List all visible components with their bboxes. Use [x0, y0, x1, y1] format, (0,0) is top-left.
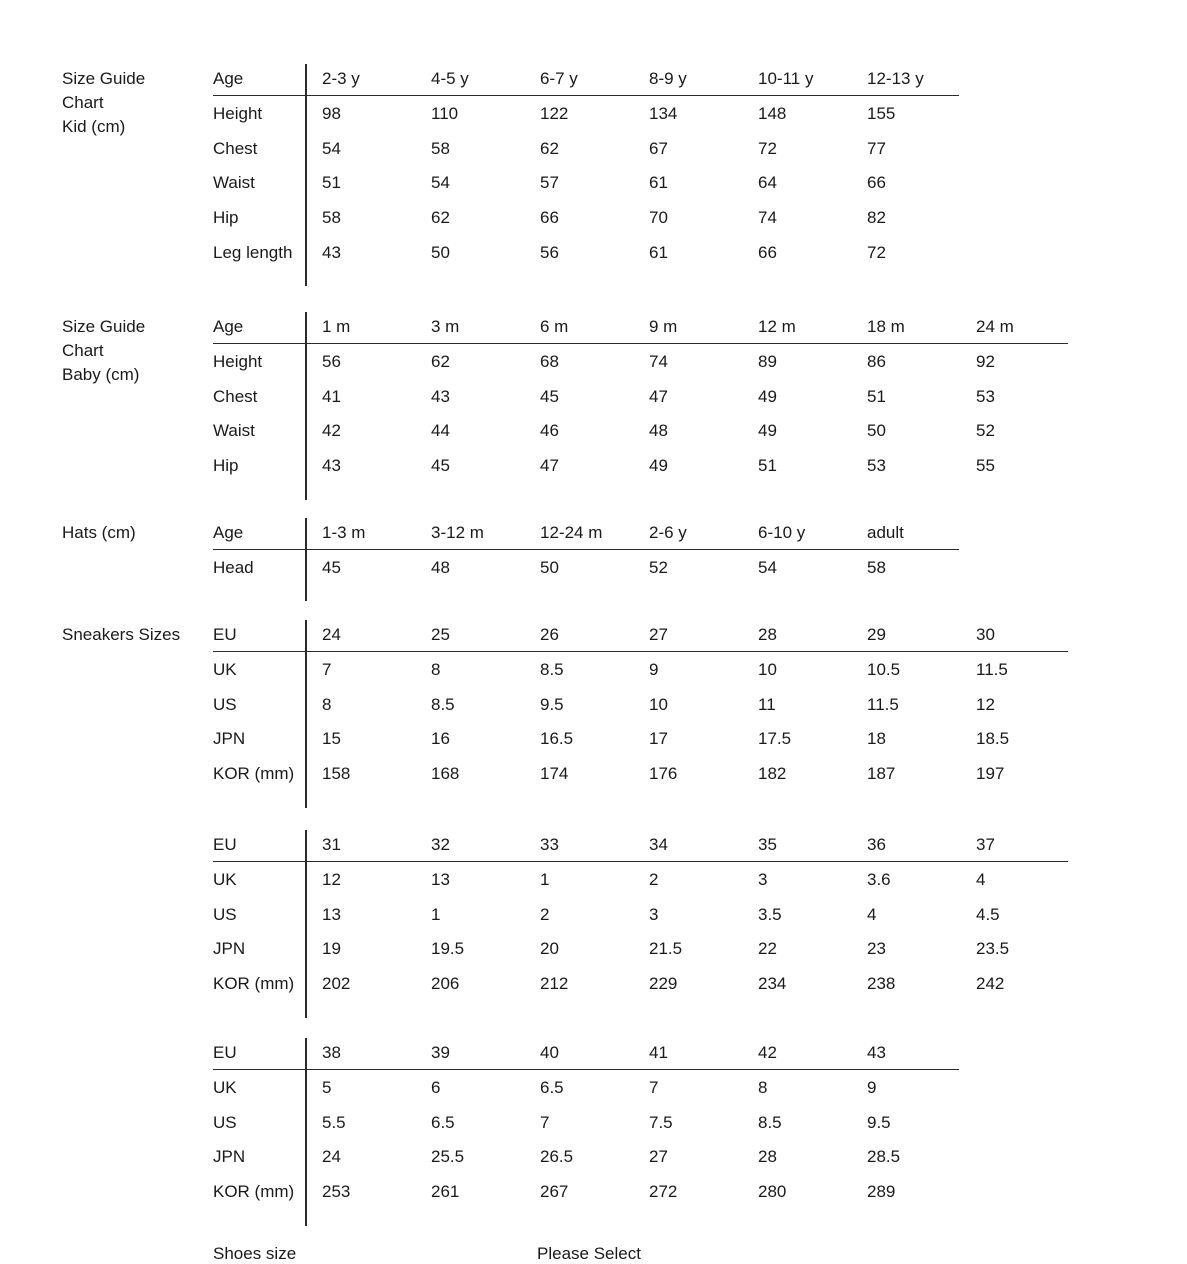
table-cell: 234 [758, 974, 787, 994]
table-cell: 187 [867, 764, 896, 784]
size-table [213, 516, 959, 585]
shoes-size-label: Shoes size [213, 1244, 297, 1263]
table-header-rule [213, 1069, 959, 1071]
section-side-label-line: Chart [62, 341, 104, 360]
table-row-label: KOR (mm) [213, 974, 295, 994]
table-cell: 4 [976, 870, 986, 890]
table-row-label: JPN [213, 1147, 246, 1167]
table-column-header: 12 m [758, 317, 796, 337]
table-cell: 53 [976, 386, 995, 406]
table-cell: 10 [758, 660, 777, 680]
table-cell: 8 [322, 694, 332, 714]
table-cell: 9.5 [867, 1112, 891, 1132]
table-cell: 51 [758, 456, 777, 476]
table-row-label: US [213, 694, 237, 714]
table-cell: 1 [540, 870, 550, 890]
table-cell: 22 [758, 939, 777, 959]
table-column-header: 42 [758, 1043, 777, 1063]
table-cell: 25.5 [431, 1147, 465, 1167]
table-row [213, 131, 959, 166]
table-cell: 28 [758, 1147, 777, 1167]
table-cell: 267 [540, 1182, 569, 1202]
table-header-row [213, 310, 1068, 345]
table-row-label: UK [213, 1078, 237, 1098]
table-cell: 280 [758, 1182, 787, 1202]
table-cell: 50 [431, 242, 450, 262]
table-cell: 3.6 [867, 870, 891, 890]
table-row-label: US [213, 904, 237, 924]
table-cell: 253 [322, 1182, 351, 1202]
table-row-label: Chest [213, 386, 258, 406]
table-column-header: 18 m [867, 317, 905, 337]
table-cell: 44 [431, 421, 450, 441]
section-side-label-line: Size Guide [62, 317, 146, 336]
table-cell: 51 [867, 386, 886, 406]
table-row [213, 551, 959, 586]
table-cell: 64 [758, 173, 777, 193]
section-side-label-line: Kid (cm) [62, 117, 126, 136]
table-cell: 242 [976, 974, 1005, 994]
table-cell: 77 [867, 138, 886, 158]
table-column-header: 27 [649, 625, 668, 645]
table-row-label: Leg length [213, 242, 293, 262]
table-cell: 42 [322, 421, 341, 441]
section-side-label [62, 67, 145, 139]
table-column-header: 24 m [976, 317, 1014, 337]
table-cell: 122 [540, 104, 569, 124]
table-header-label: Age [213, 69, 244, 89]
table-cell: 52 [649, 558, 668, 578]
table-cell: 4.5 [976, 904, 1000, 924]
size-table [213, 828, 1068, 1001]
section-side-label-line: Baby (cm) [62, 365, 140, 384]
table-column-header: adult [867, 523, 904, 543]
table-row [213, 166, 959, 201]
table-cell: 58 [867, 558, 886, 578]
table-cell: 8.5 [431, 694, 455, 714]
table-cell: 174 [540, 764, 569, 784]
table-row [213, 932, 1068, 967]
table-row [213, 757, 1068, 792]
table-cell: 18 [867, 729, 886, 749]
table-row [213, 1105, 959, 1140]
table-column-header: 29 [867, 625, 886, 645]
table-cell: 182 [758, 764, 787, 784]
table-cell: 9.5 [540, 694, 564, 714]
table-cell: 82 [867, 208, 886, 228]
table-cell: 27 [649, 1147, 668, 1167]
table-row-label: Hip [213, 208, 239, 228]
table-cell: 272 [649, 1182, 678, 1202]
table-cell: 15 [322, 729, 341, 749]
table-column-header: 10-11 y [758, 69, 814, 89]
table-column-header: 2-6 y [649, 523, 687, 543]
table-cell: 45 [431, 456, 450, 476]
table-cell: 66 [758, 242, 777, 262]
table-cell: 54 [431, 173, 450, 193]
table-row [213, 235, 959, 270]
table-row [213, 379, 1068, 414]
section-side-label [62, 521, 136, 545]
table-header-row [213, 618, 1068, 653]
table-column-header: 37 [976, 835, 995, 855]
table-row-label: Head [213, 558, 254, 578]
table-row [213, 863, 1068, 898]
table-row [213, 1140, 959, 1175]
table-row-label: Waist [213, 173, 255, 193]
table-row-label: JPN [213, 939, 246, 959]
table-row-label: UK [213, 870, 237, 890]
table-row [213, 345, 1068, 380]
table-cell: 229 [649, 974, 678, 994]
table-cell: 49 [758, 421, 777, 441]
table-cell: 7 [649, 1078, 659, 1098]
table-row [213, 201, 959, 236]
table-header-label: EU [213, 1043, 237, 1063]
table-row-label: JPN [213, 729, 246, 749]
table-column-header: 38 [322, 1043, 341, 1063]
table-column-header: 1-3 m [322, 523, 366, 543]
table-column-header: 35 [758, 835, 777, 855]
table-cell: 7 [322, 660, 332, 680]
table-cell: 110 [431, 104, 459, 124]
section-side-label-line: Chart [62, 93, 104, 112]
table-row-label: UK [213, 660, 237, 680]
table-vertical-rule [305, 620, 307, 808]
table-row-label: KOR (mm) [213, 1182, 295, 1202]
table-cell: 18.5 [976, 729, 1010, 749]
table-column-header: 30 [976, 625, 995, 645]
table-column-header: 36 [867, 835, 886, 855]
size-table [213, 618, 1068, 791]
table-column-header: 6 m [540, 317, 569, 337]
table-cell: 48 [649, 421, 668, 441]
table-column-header: 32 [431, 835, 450, 855]
table-vertical-rule [305, 64, 307, 286]
table-cell: 19 [322, 939, 341, 959]
table-header-row [213, 62, 959, 97]
table-cell: 48 [431, 558, 450, 578]
table-column-header: 3-12 m [431, 523, 484, 543]
table-row [213, 687, 1068, 722]
table-cell: 17 [649, 729, 668, 749]
table-cell: 4 [867, 904, 877, 924]
table-cell: 2 [540, 904, 550, 924]
table-cell: 16.5 [540, 729, 574, 749]
table-column-header: 3 m [431, 317, 460, 337]
table-header-row [213, 516, 959, 551]
table-cell: 49 [758, 386, 777, 406]
table-header-label: Age [213, 523, 244, 543]
table-cell: 41 [322, 386, 341, 406]
table-column-header: 39 [431, 1043, 450, 1063]
table-cell: 72 [758, 138, 777, 158]
table-column-header: 6-7 y [540, 69, 578, 89]
table-cell: 43 [322, 242, 341, 262]
table-cell: 19.5 [431, 939, 465, 959]
table-cell: 24 [322, 1147, 341, 1167]
section-side-label-line: Sneakers Sizes [62, 625, 181, 644]
table-row [213, 414, 1068, 449]
table-cell: 6.5 [431, 1112, 455, 1132]
table-cell: 10 [649, 694, 668, 714]
table-column-header: 25 [431, 625, 450, 645]
table-cell: 197 [976, 764, 1005, 784]
table-cell: 155 [867, 104, 896, 124]
table-column-header: 41 [649, 1043, 668, 1063]
size-table [213, 310, 1068, 483]
table-cell: 134 [649, 104, 678, 124]
table-cell: 98 [322, 104, 341, 124]
table-row-label: Chest [213, 138, 258, 158]
table-cell: 26.5 [540, 1147, 574, 1167]
table-cell: 9 [649, 660, 659, 680]
table-cell: 6 [431, 1078, 441, 1098]
table-header-rule [213, 651, 1068, 653]
table-cell: 8 [758, 1078, 768, 1098]
table-cell: 11.5 [867, 694, 899, 714]
table-cell: 13 [322, 904, 341, 924]
table-cell: 47 [649, 386, 668, 406]
table-cell: 50 [540, 558, 559, 578]
table-cell: 3 [649, 904, 659, 924]
table-cell: 6.5 [540, 1078, 564, 1098]
table-row-label: Hip [213, 456, 239, 476]
table-vertical-rule [305, 830, 307, 1018]
table-cell: 67 [649, 138, 668, 158]
table-cell: 43 [322, 456, 341, 476]
table-column-header: 4-5 y [431, 69, 469, 89]
table-cell: 23 [867, 939, 886, 959]
table-cell: 8 [431, 660, 441, 680]
table-header-rule [213, 861, 1068, 863]
table-cell: 66 [867, 173, 886, 193]
table-cell: 62 [431, 208, 450, 228]
table-header-label: Age [213, 317, 244, 337]
table-cell: 61 [649, 173, 668, 193]
table-row [213, 967, 1068, 1002]
table-cell: 46 [540, 421, 559, 441]
table-row-label: KOR (mm) [213, 764, 295, 784]
table-cell: 53 [867, 456, 886, 476]
table-cell: 168 [431, 764, 460, 784]
table-column-header: 31 [322, 835, 341, 855]
table-row [213, 1175, 959, 1210]
table-cell: 21.5 [649, 939, 683, 959]
table-vertical-rule [305, 1038, 307, 1226]
table-cell: 68 [540, 352, 559, 372]
table-cell: 11.5 [976, 660, 1008, 680]
section-side-label [62, 315, 145, 387]
table-cell: 148 [758, 104, 787, 124]
table-cell: 74 [758, 208, 777, 228]
table-cell: 1 [431, 904, 441, 924]
table-cell: 289 [867, 1182, 896, 1202]
table-column-header: 34 [649, 835, 668, 855]
table-cell: 54 [758, 558, 777, 578]
section-side-label-line: Size Guide [62, 69, 146, 88]
table-cell: 51 [322, 173, 341, 193]
table-cell: 202 [322, 974, 351, 994]
table-header-rule [213, 95, 959, 97]
table-cell: 5.5 [322, 1112, 346, 1132]
table-cell: 58 [322, 208, 341, 228]
table-cell: 17.5 [758, 729, 792, 749]
table-cell: 2 [649, 870, 659, 890]
table-column-header: 43 [867, 1043, 886, 1063]
table-row-label: Height [213, 352, 263, 372]
table-cell: 61 [649, 242, 668, 262]
table-column-header: 33 [540, 835, 559, 855]
table-cell: 7.5 [649, 1112, 673, 1132]
table-cell: 55 [976, 456, 995, 476]
table-cell: 72 [867, 242, 886, 262]
table-column-header: 1 m [322, 317, 351, 337]
table-header-label: EU [213, 835, 237, 855]
table-cell: 56 [540, 242, 559, 262]
table-cell: 16 [431, 729, 450, 749]
size-table [213, 62, 959, 270]
table-row-label: Height [213, 104, 263, 124]
table-row [213, 653, 1068, 688]
table-column-header: 6-10 y [758, 523, 806, 543]
table-row [213, 97, 959, 132]
section-side-label-line: Hats (cm) [62, 523, 136, 542]
table-cell: 261 [431, 1182, 460, 1202]
table-column-header: 12-24 m [540, 523, 603, 543]
table-cell: 206 [431, 974, 460, 994]
table-cell: 57 [540, 173, 559, 193]
table-cell: 13 [431, 870, 450, 890]
table-cell: 11 [758, 694, 776, 714]
table-header-row [213, 1036, 959, 1071]
table-header-rule [213, 549, 959, 551]
table-row [213, 1071, 959, 1106]
table-column-header: 40 [540, 1043, 559, 1063]
table-row [213, 722, 1068, 757]
table-cell: 12 [976, 694, 995, 714]
table-column-header: 26 [540, 625, 559, 645]
table-column-header: 24 [322, 625, 341, 645]
table-cell: 50 [867, 421, 886, 441]
table-cell: 92 [976, 352, 995, 372]
table-cell: 28.5 [867, 1147, 901, 1167]
table-column-header: 8-9 y [649, 69, 687, 89]
table-cell: 54 [322, 138, 341, 158]
section-side-label [62, 623, 180, 647]
table-row [213, 449, 1068, 484]
table-cell: 56 [322, 352, 341, 372]
table-row [213, 897, 1068, 932]
table-vertical-rule [305, 312, 307, 500]
table-cell: 5 [322, 1078, 332, 1098]
table-cell: 89 [758, 352, 777, 372]
table-cell: 8.5 [540, 660, 564, 680]
table-cell: 47 [540, 456, 559, 476]
table-cell: 45 [322, 558, 341, 578]
table-cell: 43 [431, 386, 450, 406]
table-row-label: Waist [213, 421, 255, 441]
table-cell: 212 [540, 974, 569, 994]
table-cell: 10.5 [867, 660, 901, 680]
table-cell: 62 [540, 138, 559, 158]
table-column-header: 28 [758, 625, 777, 645]
table-row-label: US [213, 1112, 237, 1132]
table-column-header: 12-13 y [867, 69, 924, 89]
size-table [213, 1036, 959, 1209]
table-cell: 7 [540, 1112, 550, 1132]
table-column-header: 2-3 y [322, 69, 360, 89]
table-cell: 62 [431, 352, 450, 372]
table-cell: 86 [867, 352, 886, 372]
table-vertical-rule [305, 518, 307, 601]
table-cell: 74 [649, 352, 668, 372]
table-cell: 45 [540, 386, 559, 406]
shoe-size-select[interactable]: Please Select [537, 1244, 641, 1263]
table-cell: 66 [540, 208, 559, 228]
table-cell: 3 [758, 870, 768, 890]
table-column-header: 9 m [649, 317, 678, 337]
table-cell: 23.5 [976, 939, 1010, 959]
table-cell: 20 [540, 939, 559, 959]
table-header-label: EU [213, 625, 237, 645]
table-cell: 176 [649, 764, 678, 784]
table-cell: 58 [431, 138, 450, 158]
table-cell: 3.5 [758, 904, 782, 924]
table-cell: 158 [322, 764, 351, 784]
table-cell: 8.5 [758, 1112, 782, 1132]
table-cell: 238 [867, 974, 896, 994]
table-cell: 70 [649, 208, 668, 228]
table-header-rule [213, 343, 1068, 345]
table-cell: 52 [976, 421, 995, 441]
table-header-row [213, 828, 1068, 863]
table-cell: 9 [867, 1078, 877, 1098]
table-cell: 12 [322, 870, 341, 890]
table-cell: 49 [649, 456, 668, 476]
